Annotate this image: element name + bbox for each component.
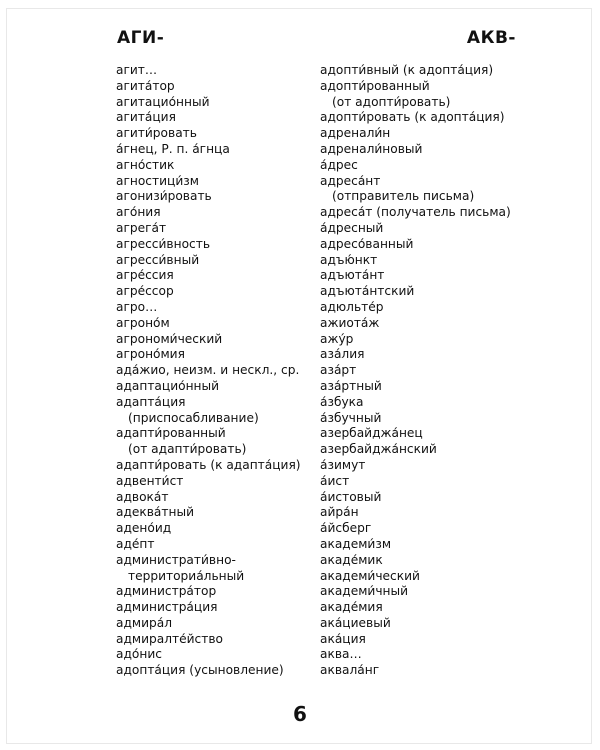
dictionary-entry: агроно́м [116,315,170,330]
dictionary-entry: а́зимут [320,457,366,472]
dictionary-column-left [116,63,316,679]
dictionary-entry: агностици́зм [116,173,199,188]
dictionary-entry: агитацио́нный [116,94,210,109]
dictionary-entry: адъю́нкт [320,252,378,267]
dictionary-entry: агита́тор [116,78,175,93]
dictionary-entry: а́истовый [320,489,382,504]
dictionary-entry: адресо́ванный [320,236,414,251]
dictionary-entry: агро… [116,299,158,314]
running-head-left: АГИ- [117,28,165,48]
dictionary-entry-continuation: (от адопти́ровать) [332,94,451,109]
dictionary-entry: а́ист [320,473,350,488]
dictionary-entry: а́дрес [320,157,358,172]
dictionary-entry: агно́стик [116,157,175,172]
dictionary-entry: администра́ция [116,600,218,615]
dictionary-entry: академи́чный [320,584,409,599]
dictionary-entry: аде́пт [116,536,155,551]
dictionary-entry: ака́циевый [320,615,391,630]
dictionary-entry: аго́ния [116,205,161,220]
dictionary-entry-continuation: (от адапти́ровать) [128,442,247,457]
dictionary-entry: а́гнец, Р. п. а́гнца [116,141,230,156]
page-number: 6 [293,702,307,726]
dictionary-entry: аква… [320,647,362,662]
dictionary-entry: агрономи́ческий [116,331,223,346]
dictionary-entry: агресси́вный [116,252,200,267]
running-head-right: АКВ- [466,28,516,48]
dictionary-entry: акаде́мик [320,552,383,567]
dictionary-entry: адмиралте́йство [116,631,223,646]
dictionary-entry: а́дресный [320,220,384,235]
dictionary-entry: агроно́мия [116,347,185,362]
dictionary-entry-continuation: территориа́льный [128,568,245,583]
dictionary-entry: агонизи́ровать [116,189,212,204]
dictionary-entry: адренали́н [320,126,391,141]
dictionary-entry: а́йсберг [320,521,372,536]
dictionary-entry: адреса́нт [320,173,381,188]
dictionary-entry: агре́ссия [116,268,174,283]
dictionary-entry: адапти́ровать (к адапта́ция) [116,457,301,472]
dictionary-entry: акаде́мия [320,600,383,615]
dictionary-entry: академи́ческий [320,568,420,583]
dictionary-entry: академи́зм [320,536,392,551]
dictionary-entry: адено́ид [116,521,172,536]
dictionary-entry: агресси́вность [116,236,211,251]
dictionary-entry: адопти́рованный [320,78,430,93]
dictionary-entry: азербайджа́нец [320,426,423,441]
dictionary-column-right [320,63,530,679]
dictionary-entry: адюльте́р [320,299,384,314]
dictionary-entry: администра́тор [116,584,217,599]
dictionary-entry: а́збука [320,394,364,409]
dictionary-entry: адапта́ция [116,394,186,409]
dictionary-entry: администрати́вно- [116,552,236,567]
dictionary-entry: агит… [116,63,158,77]
dictionary-entry: адаптацио́нный [116,378,220,393]
dictionary-entry: адопти́вный (к адопта́ция) [320,63,494,77]
dictionary-entry: адмира́л [116,615,173,630]
dictionary-entry: айра́н [320,505,359,520]
dictionary-entry: адвока́т [116,489,169,504]
dictionary-entry: адеква́тный [116,505,195,520]
dictionary-entry: аза́ртный [320,378,382,393]
dictionary-entry: адопта́ция (усыновление) [116,663,284,678]
dictionary-entry: агита́ция [116,110,176,125]
dictionary-entry: адъюта́нт [320,268,385,283]
dictionary-entry: адъюта́нтский [320,284,415,299]
dictionary-entry: агре́ссор [116,284,174,299]
dictionary-entry: аза́лия [320,347,365,362]
dictionary-entry: ажу́р [320,331,354,346]
dictionary-entry: адвенти́ст [116,473,184,488]
dictionary-entry: агити́ровать [116,126,197,141]
dictionary-entry: адапти́рованный [116,426,226,441]
dictionary-entry: адопти́ровать (к адопта́ция) [320,110,505,125]
dictionary-entry-continuation: (отправитель письма) [332,189,475,204]
dictionary-entry: адренали́новый [320,141,423,156]
dictionary-entry: адо́нис [116,647,162,662]
dictionary-entry: ажиота́ж [320,315,380,330]
dictionary-entry: азербайджа́нский [320,442,437,457]
dictionary-entry: адреса́т (получатель письма) [320,205,511,220]
dictionary-entry: агрега́т [116,220,167,235]
dictionary-entry: ака́ция [320,631,366,646]
dictionary-entry: аквала́нг [320,663,380,678]
dictionary-entry: аза́рт [320,363,357,378]
dictionary-entry: а́збучный [320,410,382,425]
dictionary-entry: ада́жио, неизм. и нескл., ср. [116,363,300,378]
dictionary-entry-continuation: (приспосабливание) [128,410,259,425]
